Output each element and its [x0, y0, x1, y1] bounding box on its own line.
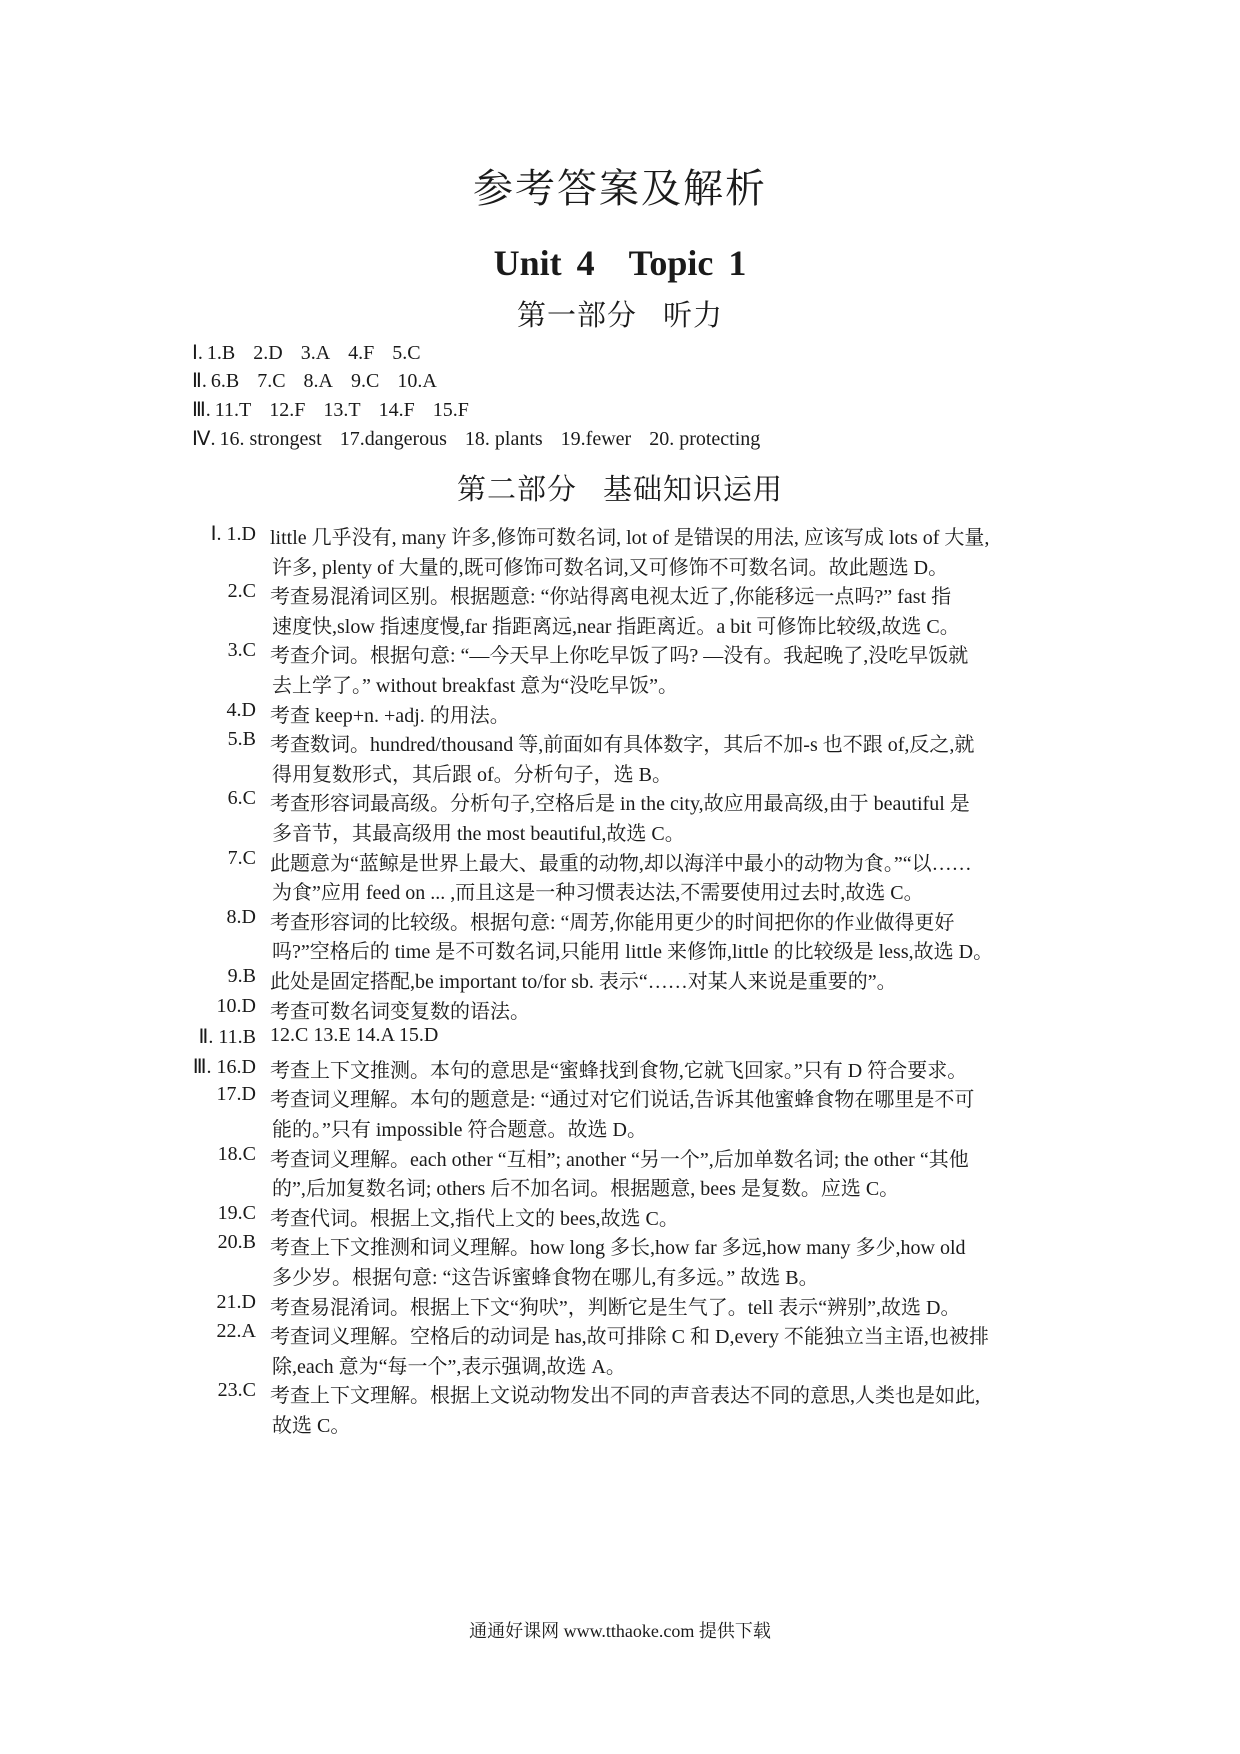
question-number: 17.D — [216, 1083, 256, 1106]
explanation-line: 多少岁。根据句意: “这告诉蜜蜂食物在哪儿,有多远。” 故选 B。 — [272, 1267, 819, 1289]
answer-item: 10.A — [397, 370, 437, 392]
question-number: Ⅲ. 16.D — [192, 1055, 256, 1078]
explanation-line: 此处是固定搭配,be important to/for sb. 表示“……对某人来说是重要的”。 — [270, 971, 897, 993]
roman-numeral: Ⅱ. — [192, 370, 207, 392]
explanation-line: 考查 keep+n. +adj. 的用法。 — [270, 704, 510, 727]
question-number: 4.D — [226, 698, 256, 721]
page-title: 参考答案及解析 — [473, 166, 767, 212]
answer-item: 2.D — [253, 342, 283, 364]
roman-numeral: Ⅰ. — [192, 342, 203, 364]
answer-item: 18. plants — [464, 428, 543, 450]
explanation-line: 考查上下文推测。本句的意思是“蜜蜂找到食物,它就飞回家。”只有 D 符合要求。 — [270, 1059, 968, 1082]
explanation-line: 为食”应用 feed on ... ,而且这是一种习惯表达法,不需要使用过去时,故选 C。 — [272, 882, 924, 905]
answer-item: 5.C — [392, 342, 421, 364]
question-number: 3.C — [227, 639, 256, 662]
question-number: Ⅰ. 1.D — [210, 523, 256, 545]
page-footer: 通通好课网 www.tthaoke.com 提供下载 — [469, 1621, 771, 1641]
explanation-line: 此题意为“蓝鲸是世界上最大、最重的动物,却以海洋中最小的动物为食。”“以…… — [270, 852, 972, 875]
answer-item: 9.C — [350, 370, 380, 392]
question-number: 23.C — [217, 1379, 256, 1402]
answer-item: 14.F — [378, 399, 415, 421]
listening-row — [192, 343, 439, 363]
listening-row — [192, 400, 487, 420]
explanation-line: 考查数词。hundred/thousand 等,前面如有具体数字，其后不加-s 也不跟 of,反之,就 — [270, 734, 975, 757]
answer-item: 1.B — [206, 342, 236, 364]
explanation-line: 考查介词。根据句意: “—今天早上你吃早饭了吗? —没有。我起晚了,没吃早饭就 — [270, 645, 969, 668]
listening-row — [192, 429, 778, 449]
question-number: 7.C — [227, 846, 256, 869]
section-heading-grammar — [0, 467, 1240, 508]
explanation-line: 考查易混淆词区别。根据题意: “你站得离电视太近了,你能移远一点吗?” fast 指 — [270, 586, 952, 609]
section-heading-listening-part: 第一部分 — [516, 298, 637, 332]
explanation-line: 除,each 意为“每一个”,表示强调,故选 A。 — [272, 1355, 626, 1378]
explanation-line: 的”,后加复数名词; others 后不加名词。根据题意, bees 是复数。应选 C。 — [272, 1178, 900, 1201]
answer-item: 6.B — [210, 370, 240, 392]
section-heading-listening — [0, 293, 1240, 334]
section-heading-listening-name: 听力 — [663, 298, 724, 332]
explanation-line: 许多, plenty of 大量的,既可修饰可数名词,又可修饰不可数名词。故此题选 D。 — [272, 556, 949, 579]
explanation-line: 得用复数形式，其后跟 of。分析句子，选 B。 — [272, 763, 672, 786]
listening-row — [192, 371, 455, 391]
explanation-line: 考查词义理解。本句的题意是: “通过对它们说话,告诉其他蜜蜂食物在哪里是不可 — [270, 1089, 975, 1112]
explanation-line: 考查可数名词变复数的语法。 — [270, 1000, 530, 1023]
answer-item: 15.F — [432, 399, 469, 421]
unit-label: Unit 4 — [493, 243, 595, 283]
explanation-line: 考查词义理解。空格后的动词是 has,故可排除 C 和 D,every 不能独立当主语,也被排 — [270, 1326, 989, 1349]
explanation-line: 吗?”空格后的 time 是不可数名词,只能用 little 来修饰,little 的比较级是 less,故选 D。 — [272, 941, 994, 964]
question-number: 20.B — [217, 1231, 256, 1254]
explanation-line: 故选 C。 — [272, 1415, 351, 1437]
section-heading-grammar-part: 第二部分 — [456, 472, 577, 506]
answer-item: 8.A — [303, 370, 333, 392]
explanation-line: 多音节，其最高级用 the most beautiful,故选 C。 — [272, 823, 685, 845]
explanation-line: 考查词义理解。each other “互相”; another “另一个”,后加单数名词; the other “其他 — [270, 1148, 969, 1171]
answer-item: 7.C — [257, 370, 286, 392]
roman-numeral: Ⅲ. — [192, 399, 211, 421]
question-number: 21.D — [216, 1290, 256, 1313]
explanation-line: 考查代词。根据上文,指代上文的 bees,故选 C。 — [270, 1207, 679, 1230]
question-number: 22.A — [216, 1320, 256, 1343]
section-heading-grammar-name: 基础知识运用 — [603, 472, 784, 506]
answer-item: 19.fewer — [560, 428, 632, 450]
question-number: 8.D — [226, 905, 256, 928]
explanation-line: 考查上下文理解。根据上文说动物发出不同的声音表达不同的意思,人类也是如此, — [270, 1385, 980, 1408]
topic-label: Topic 1 — [628, 243, 747, 283]
explanation-line: 12.C 13.E 14.A 15.D — [270, 1024, 439, 1047]
explanation-line: 考查形容词最高级。分析句子,空格后是 in the city,故应用最高级,由于 beautiful 是 — [270, 793, 970, 816]
answer-item: 3.A — [300, 342, 331, 364]
unit-title — [0, 242, 1240, 284]
answer-item: 13.T — [323, 399, 361, 421]
explanation-line: 去上学了。” without breakfast 意为“没吃早饭”。 — [272, 675, 679, 697]
answer-item: 12.F — [269, 399, 306, 421]
question-number: 9.B — [227, 965, 256, 987]
explanation-line: 考查易混淆词。根据上下文“狗吠”，判断它是生气了。tell 表示“辨别”,故选 D。 — [270, 1296, 961, 1319]
explanation-line: 考查形容词的比较级。根据句意: “周芳,你能用更少的时间把你的作业做得更好 — [270, 911, 955, 934]
explanation-line: little 几乎没有, many 许多,修饰可数名词, lot of 是错误的用法, 应该写成 lots of 大量, — [270, 527, 990, 549]
question-number: 19.C — [217, 1201, 256, 1224]
explanation-line: 考查上下文推测和词义理解。how long 多长,how far 多远,how many 多少,how old — [270, 1237, 966, 1260]
question-number: Ⅱ. 11.B — [198, 1026, 256, 1049]
question-number: 10.D — [216, 994, 256, 1017]
answer-item: 4.F — [348, 342, 375, 364]
question-number: 5.B — [227, 728, 256, 751]
answer-item: 16. strongest — [219, 428, 322, 450]
question-number: 6.C — [227, 787, 256, 810]
answer-item: 11.T — [214, 399, 252, 421]
answer-item: 17.dangerous — [339, 428, 447, 450]
explanation-line: 速度快,slow 指速度慢,far 指距离远,near 指距离近。a bit 可修饰比较级,故选 C。 — [272, 615, 960, 638]
roman-numeral: Ⅳ. — [192, 428, 216, 450]
question-number: 2.C — [227, 580, 256, 603]
explanation-line: 能的。”只有 impossible 符合题意。故选 D。 — [272, 1119, 647, 1141]
question-number: 18.C — [217, 1142, 256, 1165]
answer-item: 20. protecting — [649, 428, 761, 450]
